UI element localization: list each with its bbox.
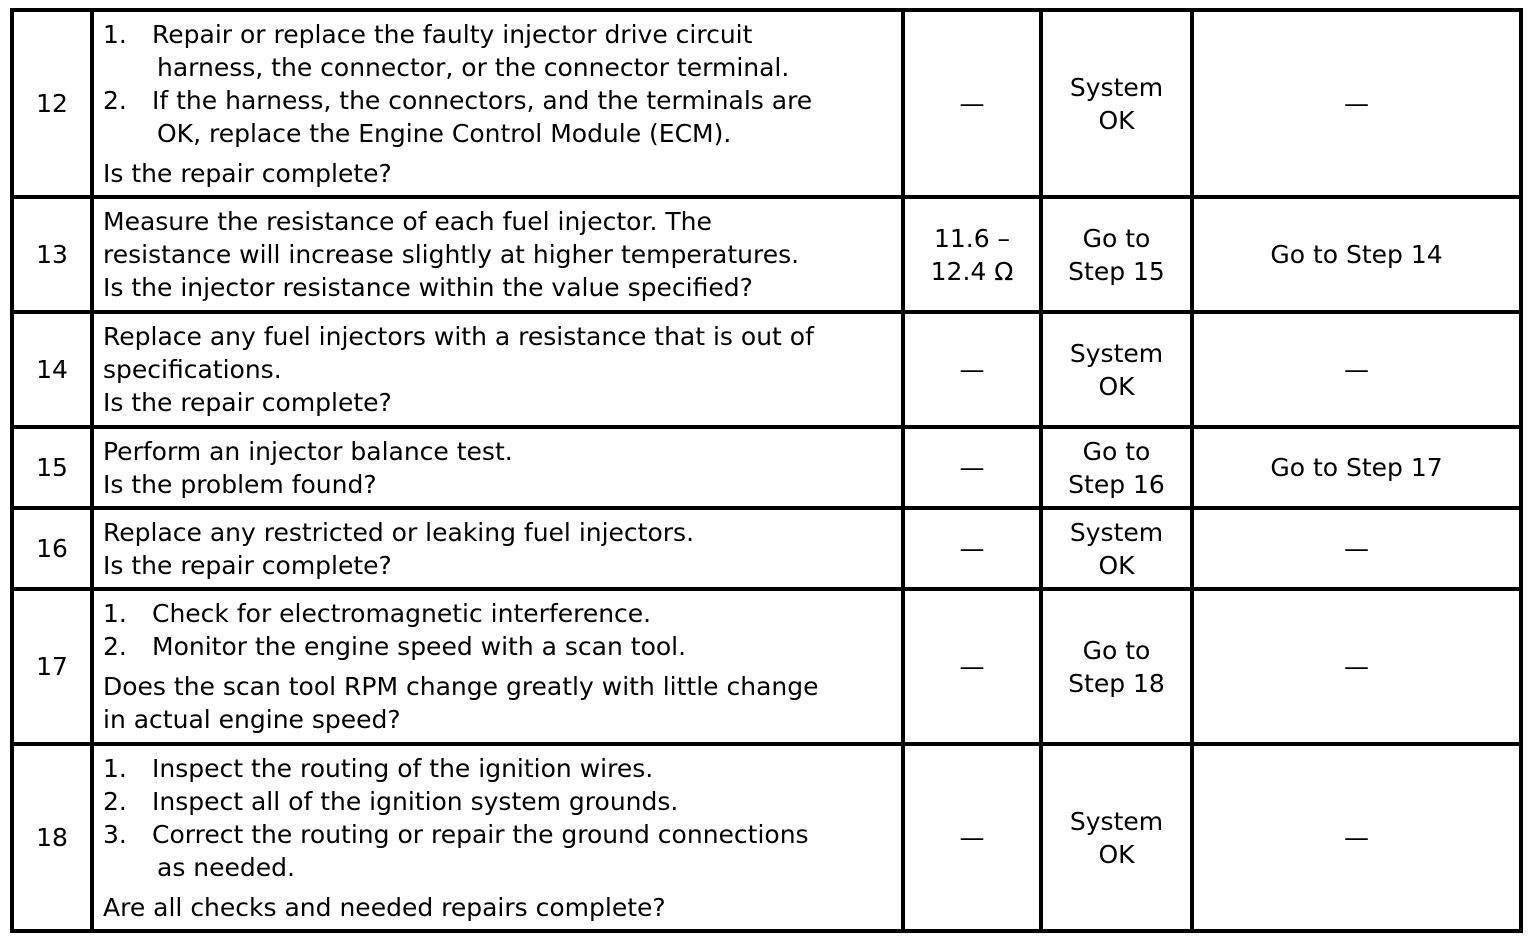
step-number: 14 [12, 312, 92, 427]
no-cell: Go to Step 14 [1192, 197, 1521, 312]
action-question: Are all checks and needed repairs complete? [103, 892, 666, 922]
value-cell: — [903, 312, 1041, 427]
table-row [12, 744, 1521, 931]
step-number: 18 [12, 744, 92, 931]
no-cell: — [1192, 744, 1521, 931]
table-row [12, 589, 1521, 744]
value-cell: — [903, 744, 1041, 931]
yes-cell: Go to Step 16 [1041, 427, 1192, 508]
step-number: 12 [12, 10, 92, 197]
value-cell: — [903, 10, 1041, 197]
action-cell: Measure the resistance of each fuel injector. The resistance will increase slightly at higher temperatures. Is the injector resistance within the value specified? [92, 197, 903, 312]
no-cell: — [1192, 589, 1521, 744]
no-cell: — [1192, 508, 1521, 589]
action-item-continuation: OK, replace the Engine Control Module (ECM). [157, 118, 732, 148]
step-number: 13 [12, 197, 92, 312]
action-question: Is the repair complete? [103, 158, 392, 188]
action-item: 1. Check for electromagnetic interference. [103, 599, 652, 628]
action-cell [92, 589, 903, 744]
table-row [12, 508, 1521, 589]
action-item: 2. Inspect all of the ignition system grounds. [103, 786, 679, 816]
action-item-continuation: as needed. [157, 852, 295, 882]
action-question: Does the scan tool RPM change greatly with little change [103, 672, 819, 701]
step-number: 15 [12, 427, 92, 508]
yes-cell: System OK [1041, 744, 1192, 931]
value-cell: — [903, 427, 1041, 508]
table-row [12, 10, 1521, 197]
no-cell: Go to Step 17 [1192, 427, 1521, 508]
no-cell: — [1192, 312, 1521, 427]
action-cell: Replace any restricted or leaking fuel injectors. Is the repair complete? [92, 508, 903, 589]
table-row [12, 197, 1521, 312]
action-item: 1. Inspect the routing of the ignition wires. [103, 753, 654, 783]
yes-cell: System OK [1041, 10, 1192, 197]
action-item: 3. Correct the routing or repair the ground connections [103, 819, 809, 849]
diagnostic-table [10, 8, 1523, 933]
action-item: 2. If the harness, the connectors, and the terminals are [103, 85, 813, 115]
yes-cell: System OK [1041, 312, 1192, 427]
action-cell [92, 744, 903, 931]
action-question-continuation: in actual engine speed? [103, 705, 401, 734]
value-cell: — [903, 508, 1041, 589]
value-cell: — [903, 589, 1041, 744]
step-number: 17 [12, 589, 92, 744]
yes-cell: Go to Step 18 [1041, 589, 1192, 744]
yes-cell: System OK [1041, 508, 1192, 589]
table-row [12, 312, 1521, 427]
action-item-continuation: harness, the connector, or the connector terminal. [157, 52, 790, 82]
action-cell [92, 10, 903, 197]
value-cell: 11.6 – 12.4 Ω [903, 197, 1041, 312]
yes-cell: Go to Step 15 [1041, 197, 1192, 312]
step-number: 16 [12, 508, 92, 589]
action-cell: Replace any fuel injectors with a resistance that is out of specifications. Is the repair complete? [92, 312, 903, 427]
action-item: 2. Monitor the engine speed with a scan tool. [103, 632, 687, 661]
table-row [12, 427, 1521, 508]
action-cell: Perform an injector balance test. Is the problem found? [92, 427, 903, 508]
no-cell: — [1192, 10, 1521, 197]
action-item: 1. Repair or replace the faulty injector drive circuit [103, 19, 753, 49]
